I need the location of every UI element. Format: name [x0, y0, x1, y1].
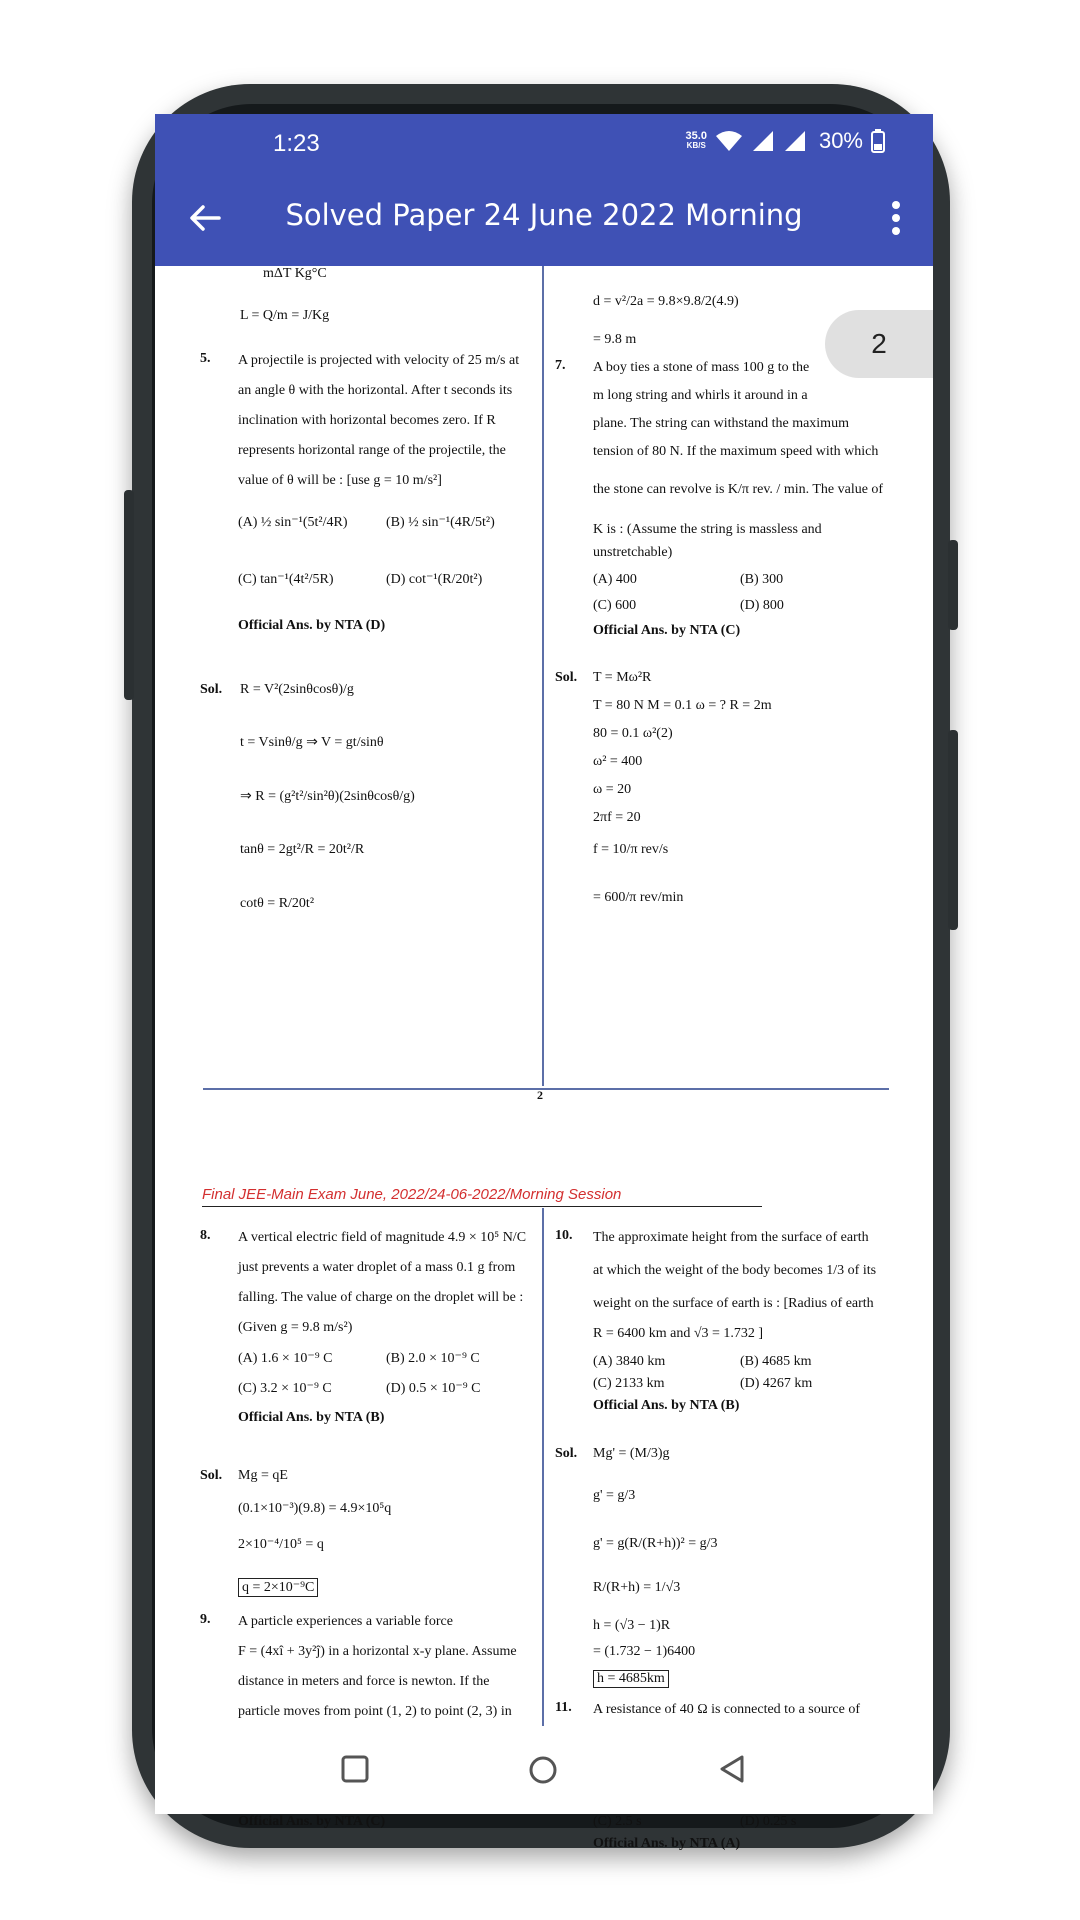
question-text: K is : (Assume the string is massless and: [593, 522, 822, 537]
solution-line: = (1.732 − 1)6400: [593, 1644, 696, 1659]
solution-label: Sol.: [555, 1446, 578, 1461]
solution-line: t = Vsinθ/g ⇒ V = gt/sinθ: [240, 735, 384, 750]
solution-result: q = 2×10⁻⁹C: [238, 1578, 318, 1597]
question-number: 11.: [555, 1700, 572, 1715]
solution-line: Mg = qE: [238, 1468, 288, 1483]
question-number: 9.: [200, 1612, 211, 1627]
solution-line: Mg' = (M/3)g: [593, 1446, 670, 1461]
signal-icon-2: [783, 129, 807, 153]
solution-label: Sol.: [200, 1468, 223, 1483]
option-c: (C) tan⁻¹(4t²/5R): [238, 572, 334, 587]
official-answer: Official Ans. by NTA (B): [593, 1398, 740, 1413]
question-text: A particle experiences a variable force: [238, 1614, 453, 1629]
option-b: (B) 2.0 × 10⁻⁹ C: [386, 1351, 480, 1366]
battery-icon: [871, 129, 885, 153]
question-text: A boy ties a stone of mass 100 g to the: [593, 360, 810, 375]
solution-line: tanθ = 2gt²/R = 20t²/R: [240, 842, 365, 857]
status-time: 1:23: [273, 130, 320, 157]
status-icons: [686, 128, 885, 154]
solution-line: f = 10/π rev/s: [593, 842, 669, 857]
question-text: at which the weight of the body becomes 1/3 of its: [593, 1263, 877, 1278]
option-c: (C) 2133 km: [593, 1376, 665, 1391]
square-icon[interactable]: [340, 1754, 370, 1784]
question-text: A resistance of 40 Ω is connected to a source of: [593, 1702, 860, 1717]
option-a: (A) 3840 km: [593, 1354, 666, 1369]
question-text: (Given g = 9.8 m/s²): [238, 1320, 353, 1335]
question-text: value of θ will be : [use g = 10 m/s²]: [238, 473, 442, 488]
option-c: (C) 3.2 × 10⁻⁹ C: [238, 1381, 332, 1396]
equation-fragment: mΔT Kg°C: [263, 266, 327, 281]
status-bar: [155, 114, 933, 170]
solution-line: h = (√3 − 1)R: [593, 1618, 671, 1633]
official-answer: Official Ans. by NTA (C): [593, 623, 741, 638]
solution-line: d = v²/2a = 9.8×9.8/2(4.9): [593, 294, 739, 309]
question-text: unstretchable): [593, 545, 673, 560]
official-answer: Official Ans. by NTA (A): [593, 1836, 741, 1851]
option-a: (A) 1.6 × 10⁻⁹ C: [238, 1351, 333, 1366]
solution-line: R/(R+h) = 1/√3: [593, 1580, 681, 1595]
official-answer: Official Ans. by NTA (C): [238, 1814, 386, 1829]
question-text: particle moves from point (1, 2) to point (2, 3) in: [238, 1704, 512, 1719]
option-d: (D) 0.5 × 10⁻⁹ C: [386, 1381, 481, 1396]
network-speed-value: 35.0: [685, 130, 707, 142]
exam-header-banner: Final JEE-Main Exam June, 2022/24-06-2022/Morning Session: [202, 1186, 622, 1203]
screen: [155, 114, 933, 1851]
page-bottom-rule: [203, 1088, 889, 1090]
question-text: weight on the surface of earth is : [Radius of earth: [593, 1296, 874, 1311]
option-c: (C) 600: [593, 598, 637, 613]
option-d: (D) 800: [740, 598, 784, 613]
question-text: A projectile is projected with velocity of 25 m/s at: [238, 353, 520, 368]
solution-line: T = Mω²R: [593, 670, 652, 685]
solution-line: 80 = 0.1 ω²(2): [593, 726, 673, 741]
question-text: plane. The string can withstand the maximum: [593, 416, 849, 431]
pdf-page-view[interactable]: [155, 266, 933, 1851]
solution-line: 2πf = 20: [593, 810, 641, 825]
arrow-back-icon[interactable]: [185, 198, 225, 238]
question-text: R = 6400 km and √3 = 1.732 ]: [593, 1326, 764, 1341]
more-vert-icon[interactable]: [889, 198, 903, 238]
option-b: (B) 4685 km: [740, 1354, 812, 1369]
header-underline: [202, 1206, 762, 1207]
page-indicator-chip[interactable]: 2: [825, 310, 933, 378]
app-bar: [155, 170, 933, 266]
question-text: m long string and whirls it around in a: [593, 388, 808, 403]
question-text: distance in meters and force is newton. If the: [238, 1674, 490, 1689]
option-d: (D) cot⁻¹(R/20t²): [386, 572, 483, 587]
solution-line: ω² = 400: [593, 754, 643, 769]
solution-result: h = 4685km: [593, 1670, 669, 1688]
column-divider-top: [542, 266, 544, 1086]
volume-button: [124, 490, 134, 700]
option-b: (B) ½ sin⁻¹(4R/5t²): [386, 515, 495, 530]
question-number: 7.: [555, 358, 566, 373]
option-b: (B) 300: [740, 572, 784, 587]
question-text: F = (4xî + 3y²ĵ) in a horizontal x-y plane. Assume: [238, 1644, 517, 1659]
network-speed: [686, 131, 707, 151]
network-speed-unit: KB/S: [686, 141, 706, 150]
solution-line: T = 80 N M = 0.1 ω = ? R = 2m: [593, 698, 772, 713]
solution-line: = 600/π rev/min: [593, 890, 684, 905]
question-text: inclination with horizontal becomes zero. If R: [238, 413, 496, 428]
wifi-icon: [715, 129, 743, 153]
power-button-top: [948, 540, 958, 630]
battery-percent: 30%: [818, 128, 863, 153]
question-text: represents horizontal range of the projectile, the: [238, 443, 506, 458]
option-a: (A) ½ sin⁻¹(5t²/4R): [238, 515, 348, 530]
question-number: 5.: [200, 351, 211, 366]
solution-line: ω = 20: [593, 782, 632, 797]
question-text: tension of 80 N. If the maximum speed with which: [593, 444, 879, 459]
question-text: The approximate height from the surface of earth: [593, 1230, 869, 1245]
column-divider-bottom: [542, 1208, 544, 1748]
option-d: (D) 4267 km: [740, 1376, 813, 1391]
question-number: 8.: [200, 1228, 211, 1243]
solution-line: R = V²(2sinθcosθ)/g: [240, 682, 354, 697]
question-number: 10.: [555, 1228, 573, 1243]
option-c: (C) 2.5 s: [593, 1814, 642, 1829]
page-number: 2: [537, 1088, 543, 1102]
power-button: [948, 730, 958, 930]
question-text: an angle θ with the horizontal. After t seconds its: [238, 383, 513, 398]
solution-line: (0.1×10⁻³)(9.8) = 4.9×10⁵q: [238, 1501, 392, 1516]
solution-line: g' = g(R/(R+h))² = g/3: [593, 1536, 718, 1551]
equation-latent-heat: L = Q/m = J/Kg: [240, 308, 330, 323]
solution-line: = 9.8 m: [593, 332, 637, 347]
solution-line: ⇒ R = (g²t²/sin²θ)(2sinθcosθ/g): [240, 789, 415, 804]
circle-icon[interactable]: [527, 1754, 559, 1786]
triangle-back-icon[interactable]: [717, 1754, 747, 1784]
question-text: A vertical electric field of magnitude 4.9 × 10⁵ N/C: [238, 1230, 527, 1245]
question-text: the stone can revolve is K/π rev. / min. The value of: [593, 482, 884, 497]
solution-line: cotθ = R/20t²: [240, 896, 315, 911]
official-answer: Official Ans. by NTA (B): [238, 1410, 385, 1425]
official-answer: Official Ans. by NTA (D): [238, 618, 386, 633]
solution-label: Sol.: [555, 670, 578, 685]
page-title: Solved Paper 24 June 2022 Morning: [285, 198, 803, 232]
signal-icon: [751, 129, 775, 153]
option-d: (D) 0.25 s: [740, 1814, 797, 1829]
solution-line: 2×10⁻⁴/10⁵ = q: [238, 1537, 324, 1552]
question-text: just prevents a water droplet of a mass 0.1 g from: [238, 1260, 516, 1275]
question-text: falling. The value of charge on the droplet will be :: [238, 1290, 524, 1305]
option-a: (A) 400: [593, 572, 637, 587]
solution-line: g' = g/3: [593, 1488, 636, 1503]
solution-label: Sol.: [200, 682, 223, 697]
system-nav-bar: [155, 1726, 933, 1814]
